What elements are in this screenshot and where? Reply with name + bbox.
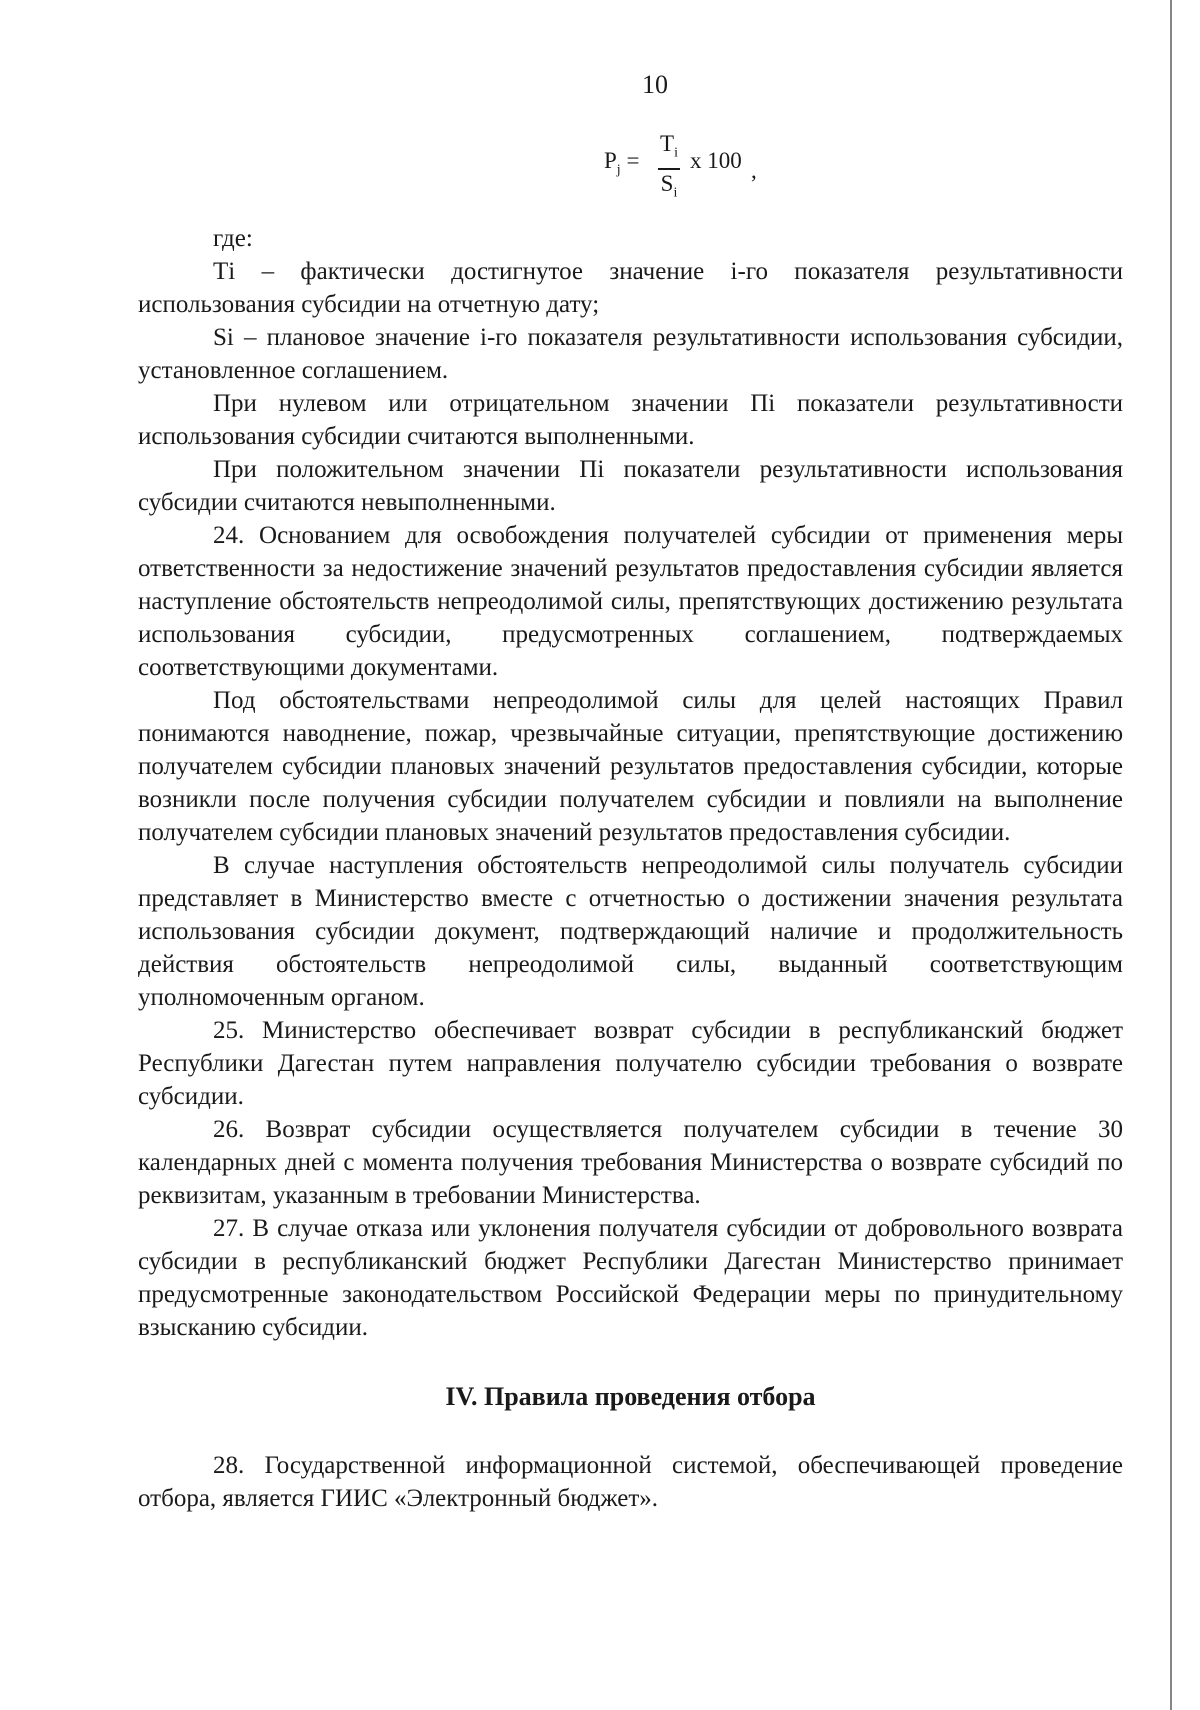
formula-numerator: $T_i$ — [660, 131, 678, 161]
body-text — [138, 222, 1123, 1515]
paragraph-positive: При положительном значении Пi показатели результативности использования субсидии считаются невыполненными. — [138, 456, 1123, 516]
paragraph-item-28: 28. Государственной информационной системой, обеспечивающей проведение отбора, является ГИИС «Электронный бюджет». — [138, 1452, 1123, 1512]
paragraph-item-25: 25. Министерство обеспечивает возврат субсидии в республиканский бюджет Республики Дагестан путем направления получателю субсидии требования о возврате субсидии. — [138, 1017, 1123, 1110]
formula-fraction — [656, 130, 682, 207]
formula-denominator: $S_i$ — [660, 170, 678, 201]
paragraph-item-27: 27. В случае отказа или уклонения получателя субсидии от добровольного возврата субсидии в республиканский бюджет Республики Дагестан Министерство принимает предусмотренные законодательством Российской Федерации меры по принудительному взысканию субсидии. — [138, 1215, 1123, 1341]
formula-rhs: x 100 — [690, 148, 742, 173]
page-number: 10 — [642, 70, 668, 99]
paragraph-si-definition: Si – плановое значение i-го показателя результативности использования субсидии, установленное соглашением. — [138, 324, 1123, 384]
scan-edge-line — [1170, 0, 1172, 1710]
paragraph-item-24: 24. Основанием для освобождения получателей субсидии от применения меры ответственности за недостижение значений результатов предоставления субсидии является наступление обстоятельств непреодолимой силы, препятствующих достижению результата использования субсидии, предусмотренных соглашением, подтверждаемых соответствующими документами. — [138, 522, 1123, 681]
formula-lhs: $P_j$ = — [604, 148, 640, 178]
section-title: IV. Правила проведения отбора — [445, 1382, 816, 1411]
formula-comma: , — [751, 158, 757, 183]
paragraph-ti-definition: Тi – фактически достигнутое значение i-го показателя результативности использования субсидии на отчетную дату; — [138, 258, 1123, 318]
paragraph-where: где: — [213, 225, 253, 252]
paragraph-force-majeure: Под обстоятельствами непреодолимой силы для целей настоящих Правил понимаются наводнение, пожар, чрезвычайные ситуации, препятствующие достижению получателем субсидии плановых значений результатов предоставления субсидии, которые возникли после получения субсидии получателем субсидии и повлияли на выполнение получателем субсидии плановых значений результатов предоставления субсидии. — [138, 687, 1123, 846]
paragraph-zero-negative: При нулевом или отрицательном значении Пi показатели результативности использования субсидии считаются выполненными. — [138, 390, 1123, 450]
paragraph-item-26: 26. Возврат субсидии осуществляется получателем субсидии в течение 30 календарных дней с момента получения требования Министерства о возврате субсидий по реквизитам, указанным в требовании Министерства. — [138, 1116, 1123, 1209]
formula — [604, 130, 804, 201]
paragraph-force-majeure-report: В случае наступления обстоятельств непреодолимой силы получатель субсидии представляет в Министерство вместе с отчетностью о достижении значения результата использования субсидии документ, подтверждающий наличие и продолжительность действия обстоятельств непреодолимой силы, выданный соответствующим уполномоченным органом. — [138, 852, 1123, 1011]
